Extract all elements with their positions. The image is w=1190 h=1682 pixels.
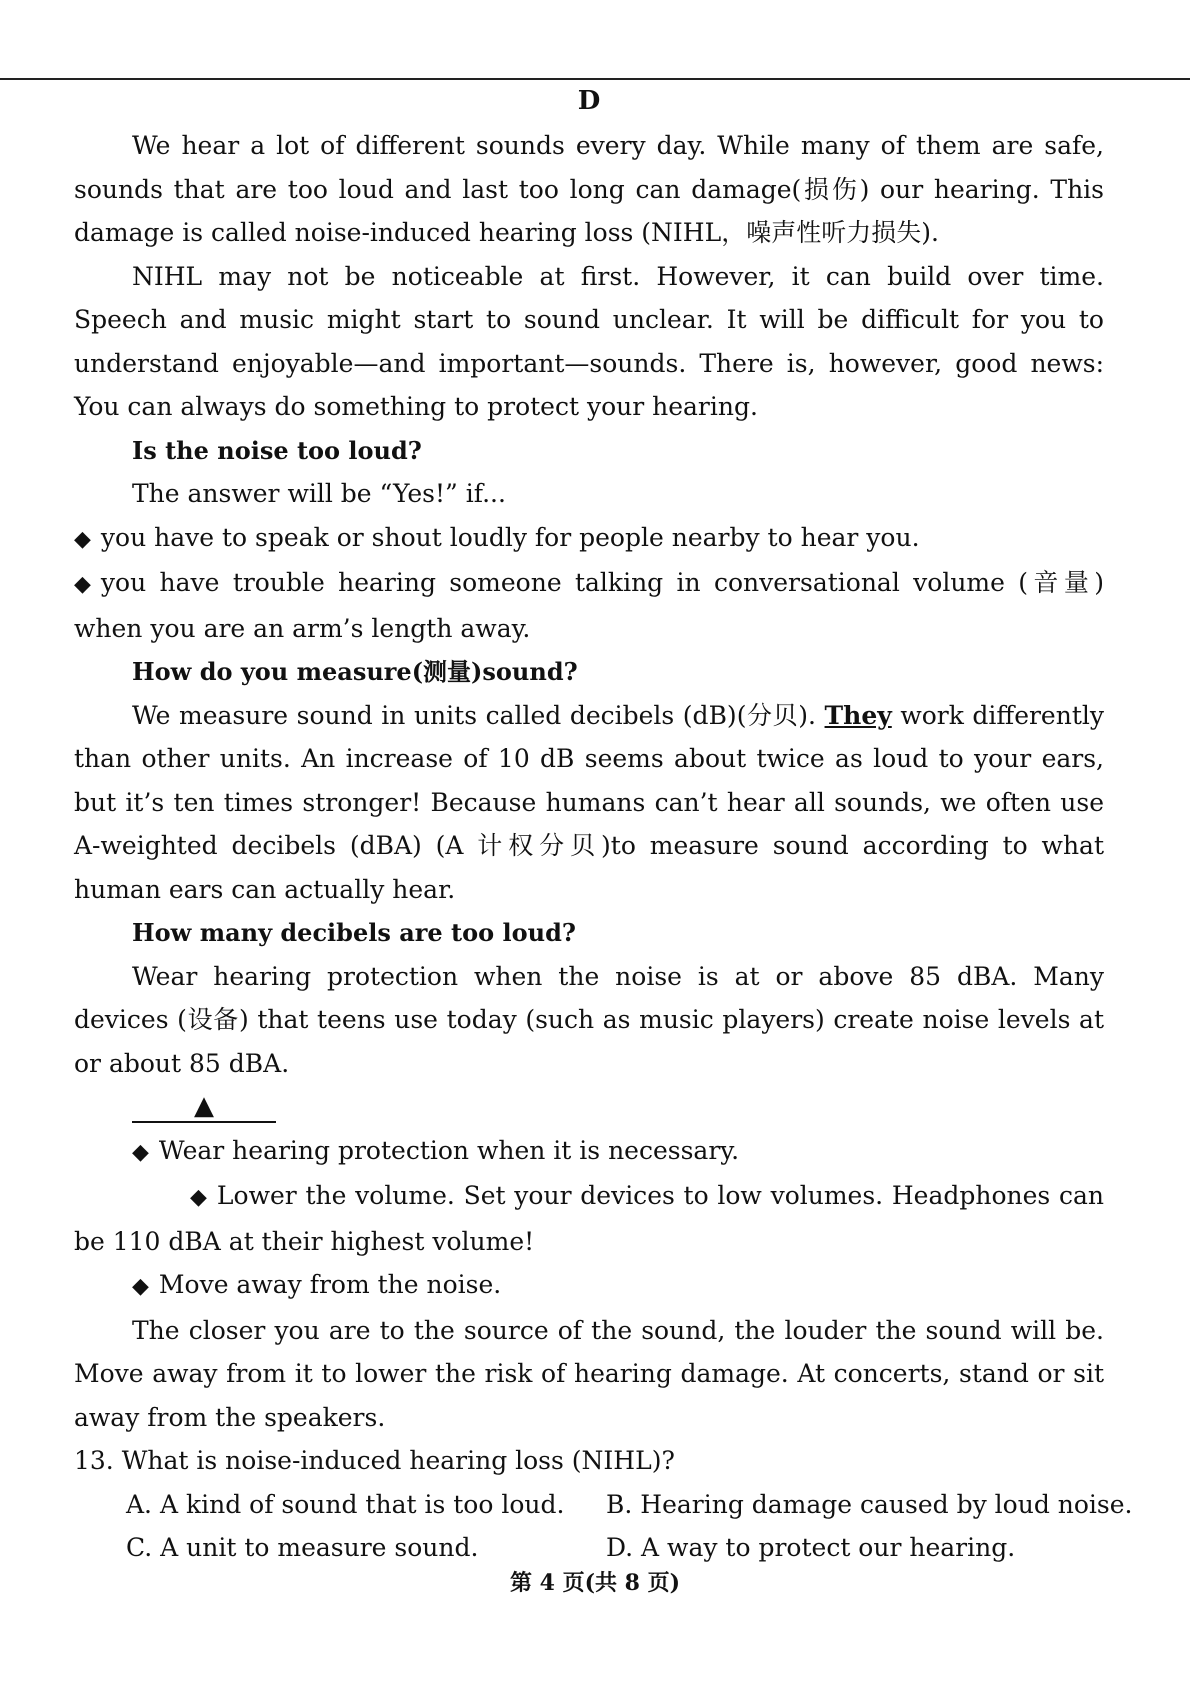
underlined-word: They [824, 700, 892, 730]
heading-measure-sound: How do you measure(测量)sound? [132, 657, 578, 686]
option-c[interactable]: C. A unit to measure sound. [126, 1533, 479, 1562]
diamond-bullet-icon: ◆ [74, 526, 91, 552]
option-d[interactable]: D. A way to protect our hearing. [606, 1533, 1016, 1562]
bullet-text: you have to speak or shout loudly for people nearby to hear you. [100, 522, 920, 552]
heading-decibels-too-loud: How many decibels are too loud? [132, 918, 576, 947]
bullet-item [74, 516, 1104, 562]
diamond-bullet-icon: ◆ [132, 1139, 149, 1165]
bullet-item [74, 561, 1104, 650]
page-footer: 第 4 页(共 8 页) [509, 1570, 681, 1596]
diamond-bullet-icon: ◆ [74, 572, 91, 597]
bullet-text: Move away from the noise. [158, 1270, 502, 1299]
paragraph-3-start: We measure sound in units called decibels (dB)(分贝). [132, 700, 825, 730]
answer-options [74, 1483, 1133, 1570]
fill-in-blank [74, 1085, 1104, 1129]
option-b[interactable]: B. Hearing damage caused by loud noise. [606, 1489, 1133, 1519]
answer-intro: The answer will be “Yes!” if... [132, 479, 506, 508]
diamond-bullet-icon: ◆ [190, 1185, 207, 1210]
bullet-item [74, 1129, 1104, 1175]
document-page [74, 86, 1133, 1570]
paragraph-2: NIHL may not be noticeable at first. However, it can build over time. Speech and music might start to sound unclear. It will be difficult for you to understand enjoyable—and important—sounds. There is, however, good news: You can always do something to protect your hearing. [74, 261, 1104, 421]
paragraph-3 [74, 694, 1104, 912]
diamond-bullet-icon: ◆ [132, 1274, 149, 1299]
question-13: 13. What is noise-induced hearing loss (NIHL)? [74, 1446, 675, 1475]
paragraph-4: Wear hearing protection when the noise is at or above 85 dBA. Many devices (设备) that teens use today (such as music players) create noise levels at or about 85 dBA. [74, 961, 1104, 1078]
blank-line [132, 1121, 276, 1123]
top-rule [0, 78, 1190, 80]
triangle-marker-icon: ▲ [194, 1090, 214, 1121]
paragraph-5: The closer you are to the source of the sound, the louder the sound will be. Move away from it to lower the risk of hearing damage. At concerts, stand or sit away from the speakers. [74, 1315, 1104, 1432]
bullet-text: Lower the volume. Set your devices to low volumes. Headphones can be 110 dBA at their highest volume! [74, 1181, 1104, 1256]
bullet-text: Wear hearing protection when it is necessary. [158, 1135, 740, 1165]
bullet-item [74, 1174, 1104, 1263]
option-a[interactable]: A. A kind of sound that is too loud. [126, 1489, 565, 1519]
paragraph-1: We hear a lot of different sounds every day. While many of them are safe, sounds that are too loud and last too long can damage(损伤) our hearing. This damage is called noise-induced hearing loss (NIHL，噪声性听力损失). [74, 131, 1104, 247]
section-label: D [577, 86, 601, 116]
heading-noise-too-loud: Is the noise too loud? [132, 435, 422, 465]
bullet-text: you have trouble hearing someone talking in conversational volume (音量) when you are an arm’s length away. [74, 568, 1104, 643]
paragraph-3-rest: work differently than other units. An increase of 10 dB seems about twice as loud to your ears, but it’s ten times stronger! Because humans can’t hear all sounds, we often use A-weighted decibels (dBA) (A 计权分贝)to measure sound according to what human ears can actually hear. [74, 700, 1104, 904]
bullet-item [74, 1263, 1104, 1309]
